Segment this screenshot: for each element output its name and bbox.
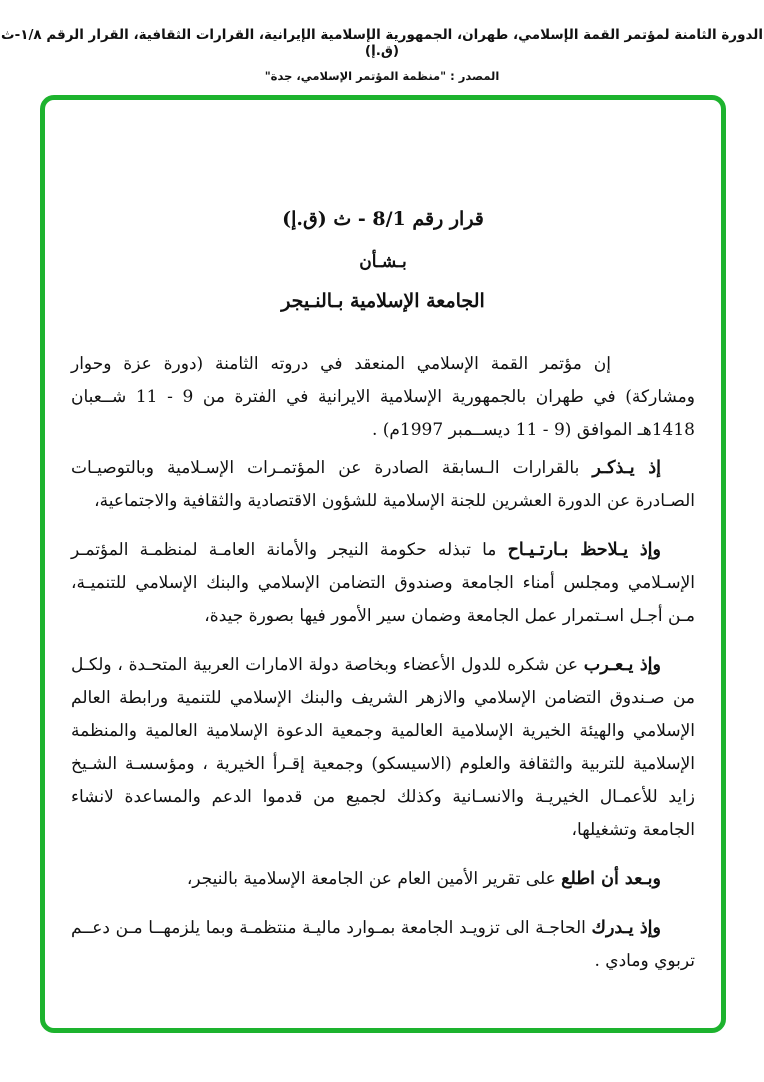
paragraph-noting-with-satisfaction	[71, 534, 695, 633]
paragraph-lead: وإذ يـلاحظ بـارتـيـاح	[507, 540, 661, 560]
document-frame	[40, 95, 726, 1033]
paragraph-realizing-need	[71, 912, 695, 978]
paragraph-text: الحاجـة الى تزويـد الجامعة بمـوارد ماليـة منتظمـة وبما يلزمهــا مـن دعــم تربوي ومادي .	[71, 918, 695, 971]
document-content	[45, 100, 721, 978]
resolution-subject-title: الجامعة الإسلامية بـالنـيجر	[281, 290, 485, 312]
paragraph-expressing-thanks	[71, 649, 695, 847]
paragraph-text: ما تبذله حكومة النيجر والأمانة العامـة لمنظمـة المؤتمـر الإسـلامي ومجلس أمناء الجامعة وصندوق التضامن الإسلامي والبنك الإسلامي للتنميـة، مـن أجـل اسـتمرار عمل الجامعة وضمان سير الأمور فيها بصورة جيدة،	[71, 540, 695, 626]
source-line: المصدر : "منظمة المؤتمر الإسلامي، جدة"	[264, 69, 500, 83]
paragraph-text: بالقرارات الـسابقة الصادرة عن المؤتمـرات الإسـلامية وبالتوصيـات الصـادرة عن الدورة العشرين للجنة الإسلامية للشؤون الاقتصادية والثقافية والاجتماعية،	[71, 458, 695, 511]
paragraph-text: على تقرير الأمين العام عن الجامعة الإسلامية بالنيجر،	[186, 869, 556, 889]
resolution-number-title: قرار رقم 8/1 - ث (ق.إ)	[282, 208, 484, 230]
paragraph-recalling	[71, 452, 695, 518]
paragraph-lead: وبـعد أن اطلع	[561, 869, 661, 889]
paragraph-lead: وإذ يـعـرب	[583, 655, 661, 675]
document-reference-line: الدورة الثامنة لمؤتمر القمة الإسلامي، طهران، الجمهورية الإسلامية الإيرانية، القرارات الثقافية، القرار الرقم ١/٨-ث (ق.إ)	[1, 27, 763, 59]
paragraph-lead: وإذ يـدرك	[591, 918, 661, 938]
title-block	[71, 208, 695, 312]
paragraph-text: إن مؤتمر القمة الإسلامي المنعقد في دروته الثامنة (دورة عزة وحوار ومشاركة) في طهران بالجمهورية الإسلامية الايرانية في الفترة من 9 - 11 شــعبان 1418هـ الموافق (9 - 11 ديســمبر 1997م) .	[71, 354, 695, 440]
paragraph-preamble	[71, 348, 695, 447]
paragraph-having-reviewed	[71, 863, 695, 896]
paragraph-lead: إذ يـذكـر	[592, 458, 661, 478]
regarding-word: بـشـأن	[359, 252, 407, 272]
paragraph-text: عن شكره للدول الأعضاء وبخاصة دولة الامارات العربية المتحـدة ، ولكـل من صـندوق التضامن الإسلامي والازهر الشريف والبنك الإسلامي للتنمية ورابطة العالم الإسلامي والهيئة الخيرية الإسلامية العالمية وجمعية الدعوة الإسلامية العالمية والمنظمة الإسلامية للتربية والثقافة والعلوم (الاسيسكو) وجمعية إقـرأ الخيرية ، ومؤسسـة الشـيخ زايد للأعمـال الخيريـة والانسـانية وكذلك لجميع من قدموا الدعم والمساعدة لانشاء الجامعة وتشغيلها،	[71, 655, 695, 840]
page-header	[0, 0, 764, 83]
resolution-body	[71, 348, 695, 978]
